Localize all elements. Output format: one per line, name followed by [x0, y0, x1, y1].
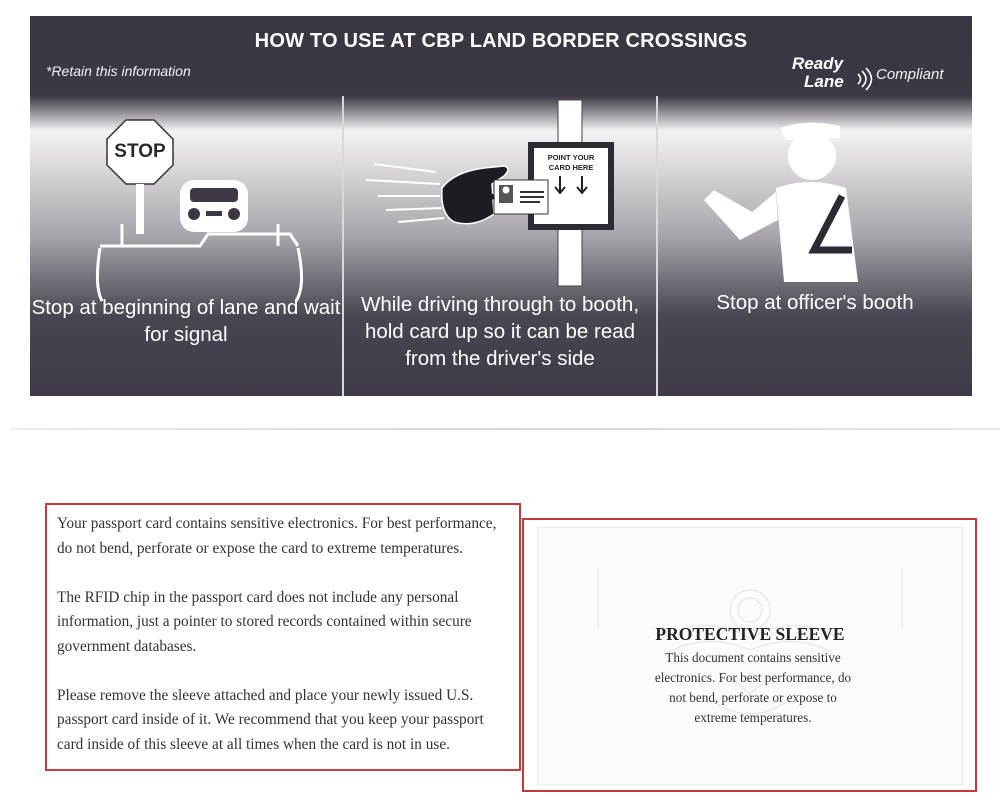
- panel-hold-card: [344, 96, 656, 396]
- stop-sign-text: STOP: [114, 141, 166, 162]
- logo-word-lane: Lane: [804, 72, 844, 91]
- svg-text:CARD HERE: CARD HERE: [548, 163, 594, 172]
- panel-officer-booth: [658, 96, 972, 396]
- info-paragraph-rfid: The RFID chip in the passport card does not include any personal information, just a pointer to stored records contained within secure government databases.: [57, 588, 472, 655]
- info-paragraph-sleeve: Please remove the sleeve attached and place your newly issued U.S. passport card inside of it. We recommend that you keep your passport card inside of this sleeve at all times when the card is not in use.: [57, 686, 484, 753]
- instructions-title: HOW TO USE AT CBP LAND BORDER CROSSINGS: [254, 30, 748, 52]
- retain-note: *Retain this information: [46, 63, 191, 79]
- officer-icon: [658, 96, 972, 396]
- info-paragraph-electronics: Your passport card contains sensitive electronics. For best performance, do not bend, perforate or expose the card to extreme temperatures.: [57, 515, 497, 557]
- compliant-label: Compliant: [876, 66, 944, 83]
- sleeve-warning-text: This document contains sensitive electronics. For best performance, do not bend, perforate or expose to extreme temperatures.: [654, 650, 852, 725]
- protective-sleeve: [538, 528, 962, 784]
- passport-card-info: [45, 503, 521, 771]
- svg-text:POINT YOUR: POINT YOUR: [547, 153, 595, 162]
- caption-stop-lane: Stop at beginning of lane and wait for signal: [31, 296, 341, 346]
- caption-officer-booth: Stop at officer's booth: [716, 291, 914, 314]
- fold-line: [10, 428, 1000, 430]
- protective-sleeve-frame: [522, 518, 977, 792]
- caption-hold-card: While driving through to booth, hold card up so it can be read from the driver's side: [360, 293, 640, 370]
- logo-word-ready: Ready: [792, 54, 844, 73]
- panel-stop-lane: [30, 96, 342, 396]
- stop-sign-car-icon: [30, 96, 342, 396]
- sleeve-title: PROTECTIVE SLEEVE: [655, 624, 845, 644]
- border-crossing-instructions: [30, 16, 972, 396]
- ready-lane-logo: [790, 52, 874, 92]
